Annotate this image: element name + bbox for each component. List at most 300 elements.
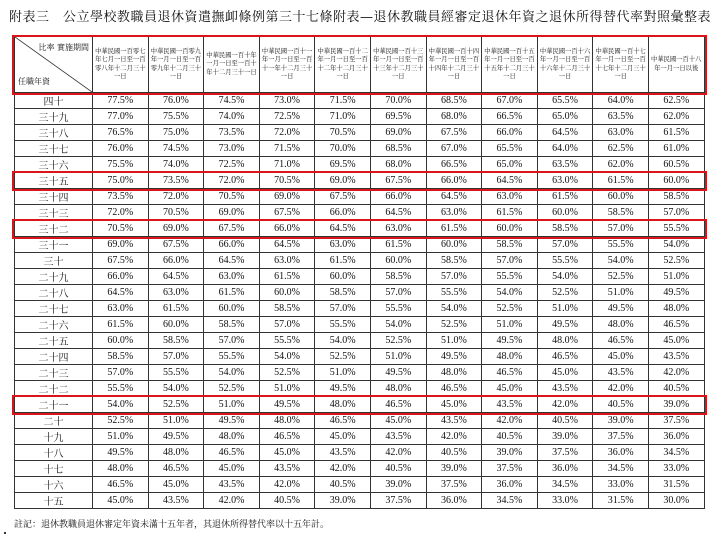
rate-cell: 61.5% bbox=[204, 285, 260, 301]
page-mark bbox=[4, 532, 6, 534]
rate-cell: 61.5% bbox=[482, 205, 538, 221]
rate-cell: 58.5% bbox=[315, 285, 371, 301]
rate-cell: 70.5% bbox=[204, 189, 260, 205]
rate-cell: 67.5% bbox=[370, 173, 426, 189]
rate-cell: 42.0% bbox=[204, 493, 260, 509]
rate-cell: 76.0% bbox=[93, 141, 149, 157]
years-of-service-cell: 四十 bbox=[15, 93, 93, 109]
rate-cell: 49.5% bbox=[315, 381, 371, 397]
table-row bbox=[15, 445, 705, 461]
rate-cell: 63.0% bbox=[426, 205, 482, 221]
rate-cell: 68.0% bbox=[426, 109, 482, 125]
rate-cell: 40.5% bbox=[537, 413, 593, 429]
rate-cell: 63.5% bbox=[537, 157, 593, 173]
rate-cell: 63.0% bbox=[148, 285, 204, 301]
period-header: 中華民國一百十二年一月一日至一百十二年十二月三十一日 bbox=[315, 37, 371, 93]
rate-cell: 48.0% bbox=[482, 349, 538, 365]
rate-cell: 36.0% bbox=[426, 493, 482, 509]
rate-cell: 64.0% bbox=[537, 141, 593, 157]
table-row bbox=[15, 349, 705, 365]
rate-cell: 48.0% bbox=[426, 365, 482, 381]
rate-cell: 36.0% bbox=[537, 461, 593, 477]
rate-cell: 58.5% bbox=[370, 269, 426, 285]
table-row bbox=[15, 333, 705, 349]
rate-cell: 51.0% bbox=[204, 397, 260, 413]
rate-cell: 52.5% bbox=[204, 381, 260, 397]
years-of-service-cell: 三十一 bbox=[15, 237, 93, 253]
rate-cell: 67.5% bbox=[315, 189, 371, 205]
table-row bbox=[15, 157, 705, 173]
rate-cell: 75.0% bbox=[148, 125, 204, 141]
rate-cell: 67.5% bbox=[93, 253, 149, 269]
rate-cell: 52.5% bbox=[648, 253, 704, 269]
rate-cell: 39.0% bbox=[537, 429, 593, 445]
rate-cell: 43.5% bbox=[148, 493, 204, 509]
table-row bbox=[15, 413, 705, 429]
rate-cell: 43.5% bbox=[593, 365, 649, 381]
rate-cell: 51.0% bbox=[482, 317, 538, 333]
rate-cell: 61.5% bbox=[259, 269, 315, 285]
rate-cell: 46.5% bbox=[537, 349, 593, 365]
rate-cell: 72.5% bbox=[259, 109, 315, 125]
table-row bbox=[15, 381, 705, 397]
rate-cell: 37.5% bbox=[426, 477, 482, 493]
rate-cell: 67.5% bbox=[204, 221, 260, 237]
rate-cell: 65.0% bbox=[482, 157, 538, 173]
period-header: 中華民國一百零七年七月一日至一百零八年十二月三十一日 bbox=[93, 37, 149, 93]
rate-cell: 51.0% bbox=[259, 381, 315, 397]
rate-cell: 61.5% bbox=[148, 301, 204, 317]
rate-cell: 48.0% bbox=[93, 461, 149, 477]
rate-cell: 64.5% bbox=[93, 285, 149, 301]
rate-cell: 57.0% bbox=[204, 333, 260, 349]
rate-cell: 57.0% bbox=[648, 205, 704, 221]
rate-cell: 64.5% bbox=[315, 221, 371, 237]
rate-cell: 43.5% bbox=[426, 413, 482, 429]
period-header: 中華民國一百零九年一月一日至一百零九年十二月三十一日 bbox=[148, 37, 204, 93]
table-row bbox=[15, 253, 705, 269]
years-of-service-cell: 三十三 bbox=[15, 205, 93, 221]
rate-cell: 48.0% bbox=[370, 381, 426, 397]
years-of-service-cell: 十五 bbox=[15, 493, 93, 509]
period-header: 中華民國一百十三年一月一日至一百十三年十二月三十一日 bbox=[370, 37, 426, 93]
rate-cell: 62.5% bbox=[648, 93, 704, 109]
rate-cell: 49.5% bbox=[259, 397, 315, 413]
years-of-service-cell: 三十九 bbox=[15, 109, 93, 125]
rate-cell: 66.0% bbox=[370, 189, 426, 205]
rate-cell: 52.5% bbox=[315, 349, 371, 365]
rate-cell: 40.5% bbox=[259, 493, 315, 509]
rate-cell: 34.5% bbox=[537, 477, 593, 493]
rate-cell: 57.0% bbox=[315, 301, 371, 317]
table-row bbox=[15, 461, 705, 477]
rate-cell: 69.0% bbox=[315, 173, 371, 189]
rate-cell: 52.5% bbox=[370, 333, 426, 349]
rate-cell: 58.5% bbox=[593, 205, 649, 221]
rate-cell: 52.5% bbox=[593, 269, 649, 285]
years-of-service-cell: 二十三 bbox=[15, 365, 93, 381]
rate-cell: 64.5% bbox=[370, 205, 426, 221]
rate-cell: 64.5% bbox=[482, 173, 538, 189]
rate-cell: 71.5% bbox=[259, 141, 315, 157]
corner-years-label: 任職年資 bbox=[18, 76, 50, 86]
rate-cell: 74.0% bbox=[148, 157, 204, 173]
rate-cell: 55.5% bbox=[537, 253, 593, 269]
years-of-service-cell: 二十七 bbox=[15, 301, 93, 317]
rate-cell: 54.0% bbox=[482, 285, 538, 301]
rate-cell: 73.0% bbox=[204, 141, 260, 157]
rate-cell: 42.0% bbox=[482, 413, 538, 429]
rate-cell: 63.0% bbox=[259, 253, 315, 269]
rate-cell: 58.5% bbox=[482, 237, 538, 253]
rate-cell: 55.5% bbox=[648, 221, 704, 237]
rate-cell: 55.5% bbox=[204, 349, 260, 365]
rate-cell: 62.0% bbox=[648, 109, 704, 125]
period-header: 中華民國一百十七年一月一日至一百十七年十二月三十一日 bbox=[593, 37, 649, 93]
rate-cell: 66.5% bbox=[426, 157, 482, 173]
rate-cell: 54.0% bbox=[148, 381, 204, 397]
rate-cell: 57.0% bbox=[93, 365, 149, 381]
table-row bbox=[15, 317, 705, 333]
rate-cell: 40.5% bbox=[648, 381, 704, 397]
rate-cell: 36.0% bbox=[482, 477, 538, 493]
years-of-service-cell: 二十二 bbox=[15, 381, 93, 397]
rate-cell: 40.5% bbox=[370, 461, 426, 477]
rate-cell: 69.0% bbox=[370, 125, 426, 141]
rate-cell: 33.0% bbox=[537, 493, 593, 509]
rate-cell: 45.0% bbox=[315, 429, 371, 445]
rate-cell: 74.0% bbox=[204, 109, 260, 125]
rate-cell: 40.5% bbox=[426, 445, 482, 461]
rate-cell: 45.0% bbox=[426, 397, 482, 413]
rate-cell: 39.0% bbox=[426, 461, 482, 477]
years-of-service-cell: 三十八 bbox=[15, 125, 93, 141]
rate-cell: 42.0% bbox=[593, 381, 649, 397]
rate-cell: 48.0% bbox=[148, 445, 204, 461]
rate-cell: 60.5% bbox=[648, 157, 704, 173]
rate-cell: 54.0% bbox=[315, 333, 371, 349]
years-of-service-cell: 三十 bbox=[15, 253, 93, 269]
rate-cell: 45.0% bbox=[482, 381, 538, 397]
rate-cell: 43.5% bbox=[204, 477, 260, 493]
table-row bbox=[15, 141, 705, 157]
rate-cell: 49.5% bbox=[482, 333, 538, 349]
rate-cell: 67.0% bbox=[482, 93, 538, 109]
rate-cell: 36.0% bbox=[593, 445, 649, 461]
rate-cell: 57.0% bbox=[148, 349, 204, 365]
rate-cell: 49.5% bbox=[204, 413, 260, 429]
rate-cell: 39.0% bbox=[370, 477, 426, 493]
rate-cell: 73.5% bbox=[93, 189, 149, 205]
rate-cell: 46.5% bbox=[593, 333, 649, 349]
rate-cell: 63.0% bbox=[370, 221, 426, 237]
rate-cell: 70.0% bbox=[370, 93, 426, 109]
rate-cell: 68.0% bbox=[370, 157, 426, 173]
rate-cell: 75.5% bbox=[93, 157, 149, 173]
rate-cell: 39.0% bbox=[648, 397, 704, 413]
rate-cell: 70.5% bbox=[93, 221, 149, 237]
rate-cell: 45.0% bbox=[537, 365, 593, 381]
table-row bbox=[15, 397, 705, 413]
table-row bbox=[15, 189, 705, 205]
rate-cell: 42.0% bbox=[315, 461, 371, 477]
rate-cell: 61.5% bbox=[370, 237, 426, 253]
rate-cell: 60.0% bbox=[259, 285, 315, 301]
years-of-service-cell: 十七 bbox=[15, 461, 93, 477]
rate-cell: 33.0% bbox=[648, 461, 704, 477]
rate-cell: 55.5% bbox=[148, 365, 204, 381]
rate-cell: 60.0% bbox=[537, 205, 593, 221]
rate-cell: 33.0% bbox=[593, 477, 649, 493]
rate-cell: 39.0% bbox=[315, 493, 371, 509]
years-of-service-cell: 二十六 bbox=[15, 317, 93, 333]
rate-cell: 30.0% bbox=[648, 493, 704, 509]
rate-cell: 61.5% bbox=[426, 221, 482, 237]
rate-cell: 66.0% bbox=[482, 125, 538, 141]
table-row bbox=[15, 221, 705, 237]
rate-cell: 65.5% bbox=[482, 141, 538, 157]
rate-cell: 66.0% bbox=[259, 221, 315, 237]
rate-cell: 67.5% bbox=[259, 205, 315, 221]
rate-cell: 45.0% bbox=[648, 333, 704, 349]
rate-cell: 72.0% bbox=[204, 173, 260, 189]
rate-cell: 46.5% bbox=[426, 381, 482, 397]
rate-cell: 48.0% bbox=[648, 301, 704, 317]
rate-cell: 67.5% bbox=[426, 125, 482, 141]
rate-cell: 45.0% bbox=[593, 349, 649, 365]
table-row bbox=[15, 477, 705, 493]
years-of-service-cell: 三十七 bbox=[15, 141, 93, 157]
rate-cell: 76.0% bbox=[148, 93, 204, 109]
period-header: 中華民國一百十八年一月一日以後 bbox=[648, 37, 704, 93]
rate-cell: 61.5% bbox=[593, 173, 649, 189]
rate-cell: 36.0% bbox=[648, 429, 704, 445]
rate-cell: 63.0% bbox=[315, 237, 371, 253]
rate-cell: 31.5% bbox=[648, 477, 704, 493]
period-header: 中華民國一百十年一月一日至一百十年十二月三十一日 bbox=[204, 37, 260, 93]
rate-cell: 46.5% bbox=[93, 477, 149, 493]
rate-cell: 52.5% bbox=[426, 317, 482, 333]
rate-cell: 55.5% bbox=[370, 301, 426, 317]
rate-cell: 69.0% bbox=[259, 189, 315, 205]
table-row bbox=[15, 269, 705, 285]
rate-cell: 46.5% bbox=[259, 429, 315, 445]
rate-cell: 73.0% bbox=[259, 93, 315, 109]
rate-cell: 57.0% bbox=[426, 269, 482, 285]
rate-cell: 63.0% bbox=[593, 125, 649, 141]
rate-cell: 65.5% bbox=[537, 93, 593, 109]
rate-cell: 58.5% bbox=[537, 221, 593, 237]
rate-cell: 70.5% bbox=[148, 205, 204, 221]
rate-cell: 69.0% bbox=[148, 221, 204, 237]
rate-cell: 75.0% bbox=[93, 173, 149, 189]
rate-cell: 37.5% bbox=[370, 493, 426, 509]
rate-cell: 57.0% bbox=[259, 317, 315, 333]
rate-cell: 45.0% bbox=[370, 413, 426, 429]
rate-cell: 77.0% bbox=[93, 109, 149, 125]
footnote: 註記：退休教職員退休審定年資未滿十五年者，其退休所得替代率以十五年計。 bbox=[14, 520, 330, 530]
rate-cell: 37.5% bbox=[593, 429, 649, 445]
rate-cell: 74.5% bbox=[148, 141, 204, 157]
rate-cell: 54.0% bbox=[204, 365, 260, 381]
rate-cell: 42.0% bbox=[537, 397, 593, 413]
rate-cell: 51.0% bbox=[593, 285, 649, 301]
table-row bbox=[15, 205, 705, 221]
rate-cell: 45.0% bbox=[204, 461, 260, 477]
table-row bbox=[15, 285, 705, 301]
rate-cell: 46.5% bbox=[370, 397, 426, 413]
corner-period-label: 實施期間 bbox=[57, 43, 89, 52]
rate-cell: 77.5% bbox=[93, 93, 149, 109]
years-of-service-cell: 二十 bbox=[15, 413, 93, 429]
rate-cell: 55.5% bbox=[315, 317, 371, 333]
rate-cell: 63.0% bbox=[482, 189, 538, 205]
rate-cell: 58.5% bbox=[148, 333, 204, 349]
rate-cell: 55.5% bbox=[593, 237, 649, 253]
rate-cell: 48.0% bbox=[593, 317, 649, 333]
period-header: 中華民國一百十一年一月一日至一百十一年十二月三十一日 bbox=[259, 37, 315, 93]
rate-cell: 66.5% bbox=[482, 109, 538, 125]
years-of-service-cell: 十九 bbox=[15, 429, 93, 445]
period-header: 中華民國一百十六年一月一日至一百十六年十二月三十一日 bbox=[537, 37, 593, 93]
rate-cell: 68.5% bbox=[426, 93, 482, 109]
rate-cell: 54.0% bbox=[93, 397, 149, 413]
rate-cell: 60.0% bbox=[148, 317, 204, 333]
rate-cell: 67.5% bbox=[148, 237, 204, 253]
rate-cell: 64.5% bbox=[204, 253, 260, 269]
rate-cell: 71.0% bbox=[259, 157, 315, 173]
table-row bbox=[15, 173, 705, 189]
rate-cell: 57.0% bbox=[482, 253, 538, 269]
rate-cell: 37.5% bbox=[482, 461, 538, 477]
rate-cell: 72.0% bbox=[93, 205, 149, 221]
rate-cell: 64.5% bbox=[537, 125, 593, 141]
rate-cell: 74.5% bbox=[204, 93, 260, 109]
years-of-service-cell: 二十九 bbox=[15, 269, 93, 285]
rate-cell: 54.0% bbox=[426, 301, 482, 317]
years-of-service-cell: 十八 bbox=[15, 445, 93, 461]
rate-cell: 64.5% bbox=[259, 237, 315, 253]
rate-cell: 52.5% bbox=[537, 285, 593, 301]
rate-cell: 58.5% bbox=[426, 253, 482, 269]
rate-cell: 45.0% bbox=[93, 493, 149, 509]
rate-cell: 49.5% bbox=[370, 365, 426, 381]
rate-cell: 48.0% bbox=[259, 413, 315, 429]
years-of-service-cell: 二十八 bbox=[15, 285, 93, 301]
rate-cell: 40.5% bbox=[482, 429, 538, 445]
rate-cell: 46.5% bbox=[315, 413, 371, 429]
rate-cell: 60.0% bbox=[315, 269, 371, 285]
rate-cell: 43.5% bbox=[315, 445, 371, 461]
rate-cell: 60.0% bbox=[93, 333, 149, 349]
rate-cell: 57.0% bbox=[593, 221, 649, 237]
corner-cell bbox=[15, 37, 93, 93]
table-row bbox=[15, 109, 705, 125]
rate-cell: 46.5% bbox=[482, 365, 538, 381]
rate-cell: 68.5% bbox=[370, 141, 426, 157]
rate-cell: 49.5% bbox=[93, 445, 149, 461]
rate-cell: 54.0% bbox=[537, 269, 593, 285]
rate-cell: 70.5% bbox=[315, 125, 371, 141]
rate-cell: 34.5% bbox=[593, 461, 649, 477]
rate-cell: 52.5% bbox=[259, 365, 315, 381]
rate-cell: 42.0% bbox=[370, 445, 426, 461]
rate-cell: 60.0% bbox=[426, 237, 482, 253]
years-of-service-cell: 三十五 bbox=[15, 173, 93, 189]
rate-cell: 67.0% bbox=[426, 141, 482, 157]
years-of-service-cell: 十六 bbox=[15, 477, 93, 493]
rate-cell: 61.0% bbox=[648, 141, 704, 157]
rate-cell: 46.5% bbox=[204, 445, 260, 461]
rate-cell: 62.5% bbox=[593, 141, 649, 157]
rate-cell: 43.5% bbox=[482, 397, 538, 413]
rate-cell: 71.5% bbox=[315, 93, 371, 109]
rate-cell: 43.5% bbox=[370, 429, 426, 445]
rate-cell: 43.5% bbox=[259, 461, 315, 477]
table-row bbox=[15, 301, 705, 317]
rate-cell: 51.0% bbox=[93, 429, 149, 445]
rate-cell: 42.0% bbox=[426, 429, 482, 445]
years-of-service-cell: 三十六 bbox=[15, 157, 93, 173]
table-row bbox=[15, 365, 705, 381]
rate-cell: 60.0% bbox=[370, 253, 426, 269]
rate-cell: 69.5% bbox=[370, 109, 426, 125]
rate-cell: 69.5% bbox=[315, 157, 371, 173]
rate-cell: 46.5% bbox=[148, 461, 204, 477]
rate-cell: 60.0% bbox=[482, 221, 538, 237]
rate-cell: 72.5% bbox=[204, 157, 260, 173]
rate-cell: 64.5% bbox=[148, 269, 204, 285]
rate-cell: 49.5% bbox=[648, 285, 704, 301]
rate-cell: 73.5% bbox=[148, 173, 204, 189]
rate-cell: 73.5% bbox=[204, 125, 260, 141]
rate-cell: 63.5% bbox=[593, 109, 649, 125]
rate-cell: 54.0% bbox=[370, 317, 426, 333]
rate-cell: 58.5% bbox=[259, 301, 315, 317]
rate-cell: 66.0% bbox=[315, 205, 371, 221]
rate-cell: 66.0% bbox=[204, 237, 260, 253]
rate-cell: 58.5% bbox=[648, 189, 704, 205]
rate-cell: 55.5% bbox=[482, 269, 538, 285]
rate-cell: 63.0% bbox=[204, 269, 260, 285]
rate-cell: 42.0% bbox=[259, 477, 315, 493]
rate-cell: 60.0% bbox=[204, 301, 260, 317]
rate-cell: 65.0% bbox=[537, 109, 593, 125]
corner-top-labels bbox=[38, 43, 89, 53]
rate-cell: 69.0% bbox=[204, 205, 260, 221]
rate-cell: 66.0% bbox=[148, 253, 204, 269]
rate-cell: 52.5% bbox=[148, 397, 204, 413]
rate-cell: 54.0% bbox=[593, 253, 649, 269]
rate-cell: 51.0% bbox=[370, 349, 426, 365]
rate-cell: 70.0% bbox=[315, 141, 371, 157]
rate-cell: 64.5% bbox=[426, 189, 482, 205]
rate-cell: 39.0% bbox=[482, 445, 538, 461]
rate-cell: 37.5% bbox=[648, 413, 704, 429]
table-row bbox=[15, 93, 705, 109]
years-of-service-cell: 三十四 bbox=[15, 189, 93, 205]
rate-cell: 60.0% bbox=[593, 189, 649, 205]
rate-cell: 72.0% bbox=[259, 125, 315, 141]
table-header-row bbox=[15, 37, 705, 93]
replacement-rate-table bbox=[14, 36, 705, 509]
rate-cell: 52.5% bbox=[482, 301, 538, 317]
table-row bbox=[15, 493, 705, 509]
rate-cell: 34.5% bbox=[648, 445, 704, 461]
rate-cell: 42.0% bbox=[648, 365, 704, 381]
rate-cell: 58.5% bbox=[93, 349, 149, 365]
rate-cell: 72.0% bbox=[148, 189, 204, 205]
